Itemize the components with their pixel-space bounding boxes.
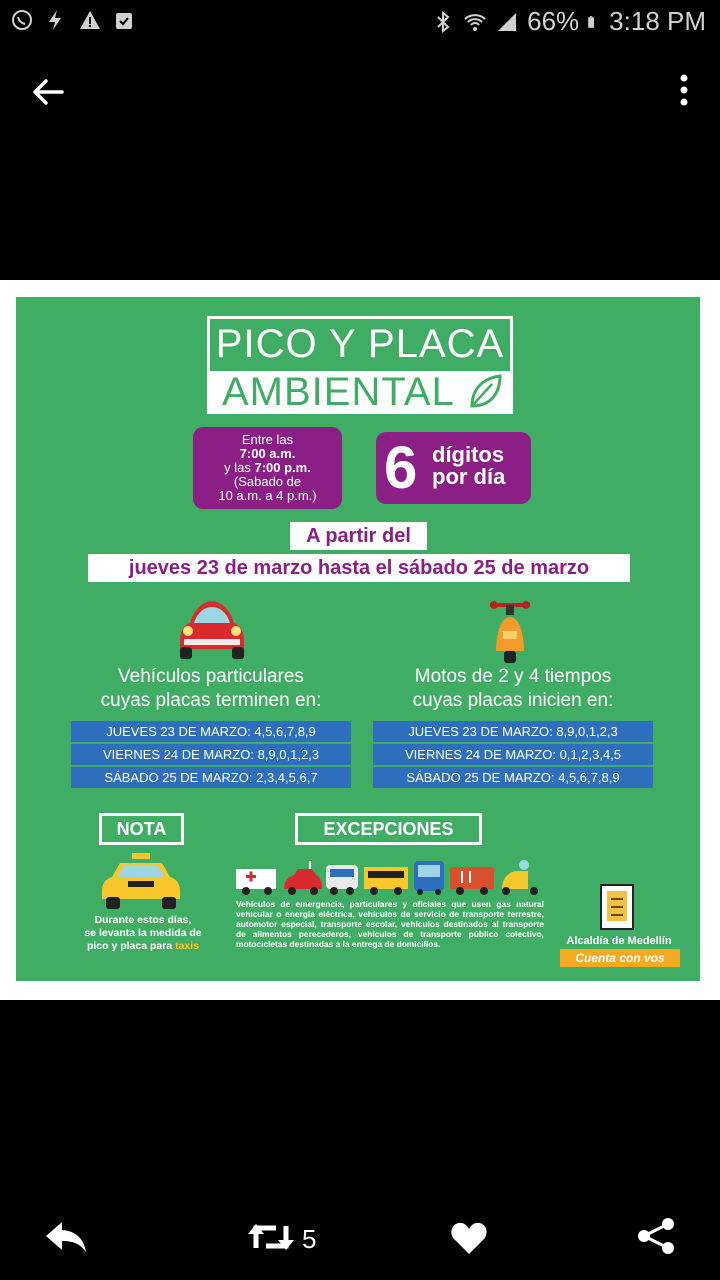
reply-icon[interactable] <box>44 1220 88 1254</box>
warning-icon <box>78 8 102 32</box>
schedule-row: JUEVES 23 DE MARZO: 8,9,0,1,2,3 <box>373 721 653 742</box>
retweet-count: 5 <box>302 1224 317 1254</box>
time-line2: 7:00 a.m. <box>239 446 296 461</box>
leaf-icon <box>466 372 504 410</box>
car-icon <box>174 595 250 661</box>
schedule-row: SÁBADO 25 DE MARZO: 2,3,4,5,6,7 <box>71 767 351 788</box>
action-bar <box>0 1196 720 1280</box>
time-line1: Entre las <box>241 432 294 447</box>
battery-percent: 66% <box>527 6 580 36</box>
time-line3: y las 7:00 p.m. <box>224 460 311 475</box>
schedule-row: VIERNES 24 DE MARZO: 0,1,2,3,4,5 <box>373 744 653 765</box>
status-bar <box>0 0 720 44</box>
app-bar <box>0 44 720 136</box>
arrow-left-icon[interactable] <box>28 72 68 112</box>
clipboard-check-icon <box>112 8 136 32</box>
date-range: jueves 23 de marzo hasta el sábado 25 de marzo <box>88 554 630 582</box>
exceptions-text: Vehículos de emergencia, particulares y oficiales que usen gas natural vehicular o energía eléctrica, vehículos de servicio de transporte terrestre, automotor especial, transporte escolar, vehículos destinados al transporte de alimentos perecederos, vehículos de transporte público colectivo, motocicletas destinadas a la entrega de domicilios. <box>236 899 544 949</box>
status-system <box>431 6 706 37</box>
title-top: PICO Y PLACA <box>215 322 505 366</box>
nota-text: Durante estos días, se levanta la medida de pico y placa para taxis <box>84 914 202 952</box>
electric-car-icon <box>284 861 322 895</box>
wifi-icon <box>463 10 487 34</box>
alcaldia-name: Alcaldía de Medellín <box>566 935 672 947</box>
flash-icon <box>44 8 68 32</box>
time-line5: 10 a.m. a 4 p.m.) <box>218 488 317 503</box>
taxi-icon <box>98 853 184 909</box>
motorcycles-schedule <box>373 721 653 788</box>
clock: 3:18 PM <box>609 6 706 36</box>
motorcycles-title: Motos de 2 y 4 tiempos cuyas placas inicien en: <box>412 666 614 711</box>
schedule-row: SÁBADO 25 DE MARZO: 4,5,6,7,8,9 <box>373 767 653 788</box>
share-icon[interactable] <box>636 1216 676 1256</box>
whatsapp-icon <box>10 8 34 32</box>
schedule-row: JUEVES 23 DE MARZO: 4,5,6,7,8,9 <box>71 721 351 742</box>
van-icon <box>326 865 358 895</box>
bus-icon <box>414 861 444 895</box>
retweet-icon[interactable] <box>246 1220 296 1254</box>
more-vertical-icon[interactable] <box>672 70 696 110</box>
time-badge <box>193 427 342 509</box>
title-bottom: AMBIENTAL <box>210 371 510 414</box>
private-vehicles-schedule <box>71 721 351 788</box>
battery-charging-icon <box>587 10 601 34</box>
from-label: A partir del <box>290 522 427 550</box>
digits-badge <box>376 432 531 504</box>
time-line4: (Sabado de <box>233 474 302 489</box>
signal-icon <box>495 10 519 34</box>
ambulance-icon <box>236 869 276 895</box>
digits-label: dígitos por día <box>432 442 506 489</box>
food-truck-icon <box>450 867 494 895</box>
scooter-icon <box>486 599 534 665</box>
poster <box>16 297 700 981</box>
poster-title <box>207 316 513 414</box>
medellin-crest-icon <box>599 883 635 933</box>
nota-label: NOTA <box>99 813 184 845</box>
delivery-scooter-icon <box>502 860 538 895</box>
poster-image[interactable] <box>0 280 720 1000</box>
school-bus-icon <box>364 867 408 895</box>
bluetooth-icon <box>431 10 455 34</box>
exception-vehicles-icons <box>234 857 544 897</box>
status-notifications <box>10 8 136 32</box>
schedule-row: VIERNES 24 DE MARZO: 8,9,0,1,2,3 <box>71 744 351 765</box>
private-vehicles-title: Vehículos particulares cuyas placas terminen en: <box>100 666 322 711</box>
digits-number: 6 <box>384 434 418 501</box>
alcaldia-slogan: Cuenta con vos <box>560 949 680 967</box>
exceptions-label: EXCEPCIONES <box>295 813 482 845</box>
heart-icon[interactable] <box>450 1220 488 1256</box>
